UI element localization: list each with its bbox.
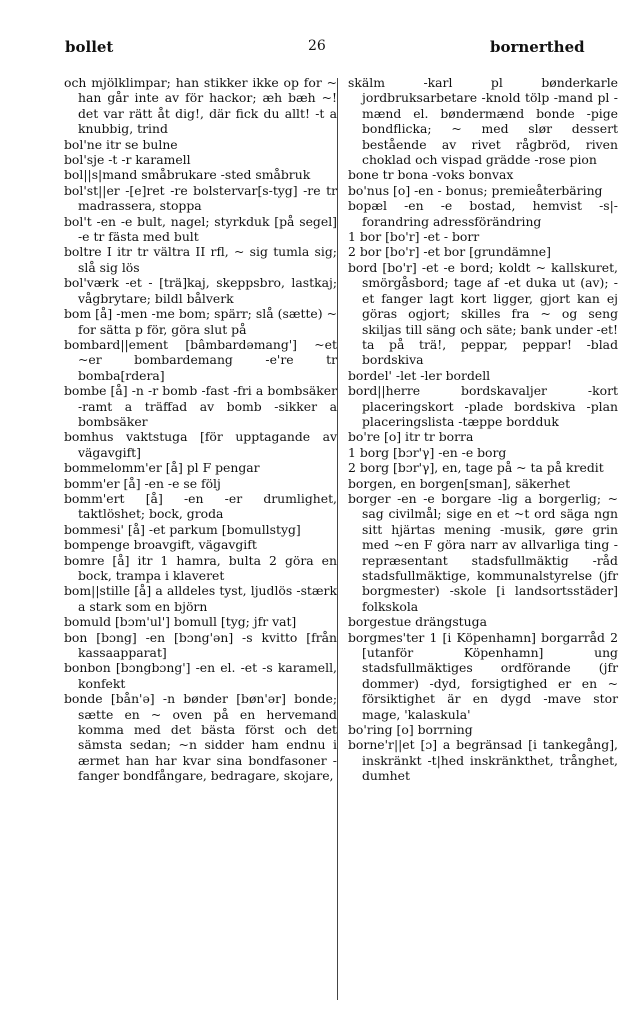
dictionary-entry: borne'r||et [ɔ] a begränsad [i tankegång], inskränkt -t|hed inskränkthet, trånghet, dumhet — [348, 737, 618, 784]
dictionary-entry: skälm -karl pl bønderkarle jordbruksarbetare -knold tölp -mand pl -mænd el. bøndermænd bonde -pige bondflicka; ~ med slør dessert bestående av rivet rågbröd, riven choklad och vispad grädde -rose pion — [348, 75, 618, 168]
dictionary-entry: 2 bor [bo'r] -et bor [grundämne] — [348, 244, 551, 260]
dictionary-entry: bol'værk -et - [trä]kaj, skeppsbro, lastkaj; vågbrytare; bildl bålverk — [64, 275, 337, 306]
dictionary-entry: bordel' -let -ler bordell — [348, 367, 491, 383]
dictionary-entry: bo'nus [o] -en - bonus; premieåterbäring — [348, 182, 603, 198]
dictionary-entry: 1 bor [bo'r] -et - borr — [348, 229, 480, 245]
dictionary-entry: bomuld [bɔm'ul'] bomull [tyg; jfr vat] — [64, 614, 297, 630]
dictionary-entry: bomm'er [å] -en -e se följ — [64, 475, 221, 491]
dictionary-entry: bompenge broavgift, vägavgift — [64, 537, 257, 553]
dictionary-entry: bonbon [bɔngbɔng'] -en el. -et -s karamell, konfekt — [64, 660, 337, 691]
dictionary-entry: bommesi' [å] -et parkum [bomullstyg] — [64, 521, 301, 537]
dictionary-entry: bomre [å] itr 1 hamra, bulta 2 göra en bock, trampa i klaveret — [64, 552, 337, 583]
dictionary-entry: bom||stille [å] a alldeles tyst, ljudlös -stærk a stark som en björn — [64, 583, 337, 614]
dictionary-entry: bonde [bån'ə] -n bønder [bøn'ər] bonde; sætte en ~ oven på en hervemand komma med det bästa först och det sämsta sedan; ~n sidder ham endnu i ærmet han har kvar sina bondfasoner -fanger bondfångare, bedragare, skojare, — [64, 691, 337, 784]
header-guide-word-left: bollet — [65, 38, 114, 56]
dictionary-entry: bord||herre bordskavaljer -kort placeringskort -plade bordskiva -plan placeringslista -tæppe bordduk — [348, 383, 618, 429]
dictionary-entry: och mjölklimpar; han stikker ikke op for ~ han går inte av för hackor; æh bæh ~! det var rätt åt dig!, där fick du allt! -t a knubbig, trind — [64, 75, 337, 137]
page-number: 26 — [308, 38, 326, 54]
header-guide-word-right: bornerthed — [490, 38, 585, 56]
dictionary-entry: borgmes'ter 1 [i Köpenhamn] borgarråd 2 [utanför Köpenhamn] ung stadsfullmäktiges ordförande (jfr dommer) -dyd, forsigtighed er en ~ försiktighet är en dygd -mave stor mage, 'kalaskula' — [348, 629, 618, 722]
dictionary-entry: bord [bo'r] -et -e bord; koldt ~ kallskuret, smörgåsbord; tage af -et duka ut (av); -et fanger lagt kort ligger, gjort kan ej göras ogjort; skilles fra ~ og seng skiljas till säng och säte; bank under -et! ta på trä!, peppar, peppar! -blad bordskiva — [348, 259, 618, 368]
dictionary-entry: bombe [å] -n -r bomb -fast -fri a bombsäker -ramt a träffad av bomb -sikker a bombsäker — [64, 383, 337, 429]
dictionary-entry: borgestue drängstuga — [348, 614, 487, 630]
dictionary-entry: bommelomm'er [å] pl F pengar — [64, 460, 260, 476]
dictionary-entry: bom [å] -men -me bom; spärr; slå (sætte) ~ for sätta p för, göra slut på — [64, 306, 337, 337]
dictionary-entry: bo're [o] itr tr borra — [348, 429, 474, 445]
dictionary-entry: bol't -en -e bult, nagel; styrkduk [på segel] -e tr fästa med bult — [64, 213, 337, 245]
dictionary-entry: bopæl -en -e bostad, hemvist -s|-forandring adressförändring — [348, 198, 618, 229]
dictionary-entry: bol||s|mand småbrukare -sted småbruk — [64, 167, 311, 183]
column-divider — [337, 78, 338, 1000]
dictionary-entry: borgen, en borgen[sman], säkerhet — [348, 475, 571, 491]
dictionary-entry: 2 borg [bɔr'γ], en, tage på ~ ta på kredit — [348, 460, 604, 476]
dictionary-entry: borger -en -e borgare -lig a borgerlig; ~ sag civilmål; sige en et ~t ord säga ngn sitt hjärtas mening -musik, gøre grin med ~en F göra narr av allvarliga ting -repræsentant stadsfullmäktig -råd stadsfullmäktige, kommunalstyrelse (jfr borgmester) -skole [i landsortsstäder] folkskola — [348, 490, 618, 614]
dictionary-entry: bombard||ement [bâmbardəmang'] ~et ~er bombardemang -e're tr bomba[rdera] — [64, 336, 337, 383]
dictionary-entry: bomhus vaktstuga [för upptagande av vägavgift] — [64, 429, 337, 460]
dictionary-entry: bol'ne itr se bulne — [64, 136, 178, 152]
dictionary-entry: 1 borg [bɔr'γ] -en -e borg — [348, 444, 507, 460]
dictionary-entry: bol'st||er -[e]ret -re bolstervar[s-tyg] -re tr madrassera, stoppa — [64, 182, 337, 214]
dictionary-entry: bone tr bona -voks bonvax — [348, 167, 514, 183]
dictionary-entry: boltre I itr tr vältra II rfl, ~ sig tumla sig; slå sig lös — [64, 244, 337, 275]
dictionary-entry: bo'ring [o] borrning — [348, 722, 473, 738]
dictionary-entry: bon [bɔng] -en [bɔng'ən] -s kvitto [från kassaapparat] — [64, 629, 337, 661]
dictionary-entry: bomm'ert [å] -en -er drumlighet, taktlöshet; bock, groda — [64, 490, 337, 522]
right-column — [348, 75, 618, 784]
dictionary-entry: bol'sje -t -r karamell — [64, 152, 191, 168]
left-column — [64, 75, 337, 784]
